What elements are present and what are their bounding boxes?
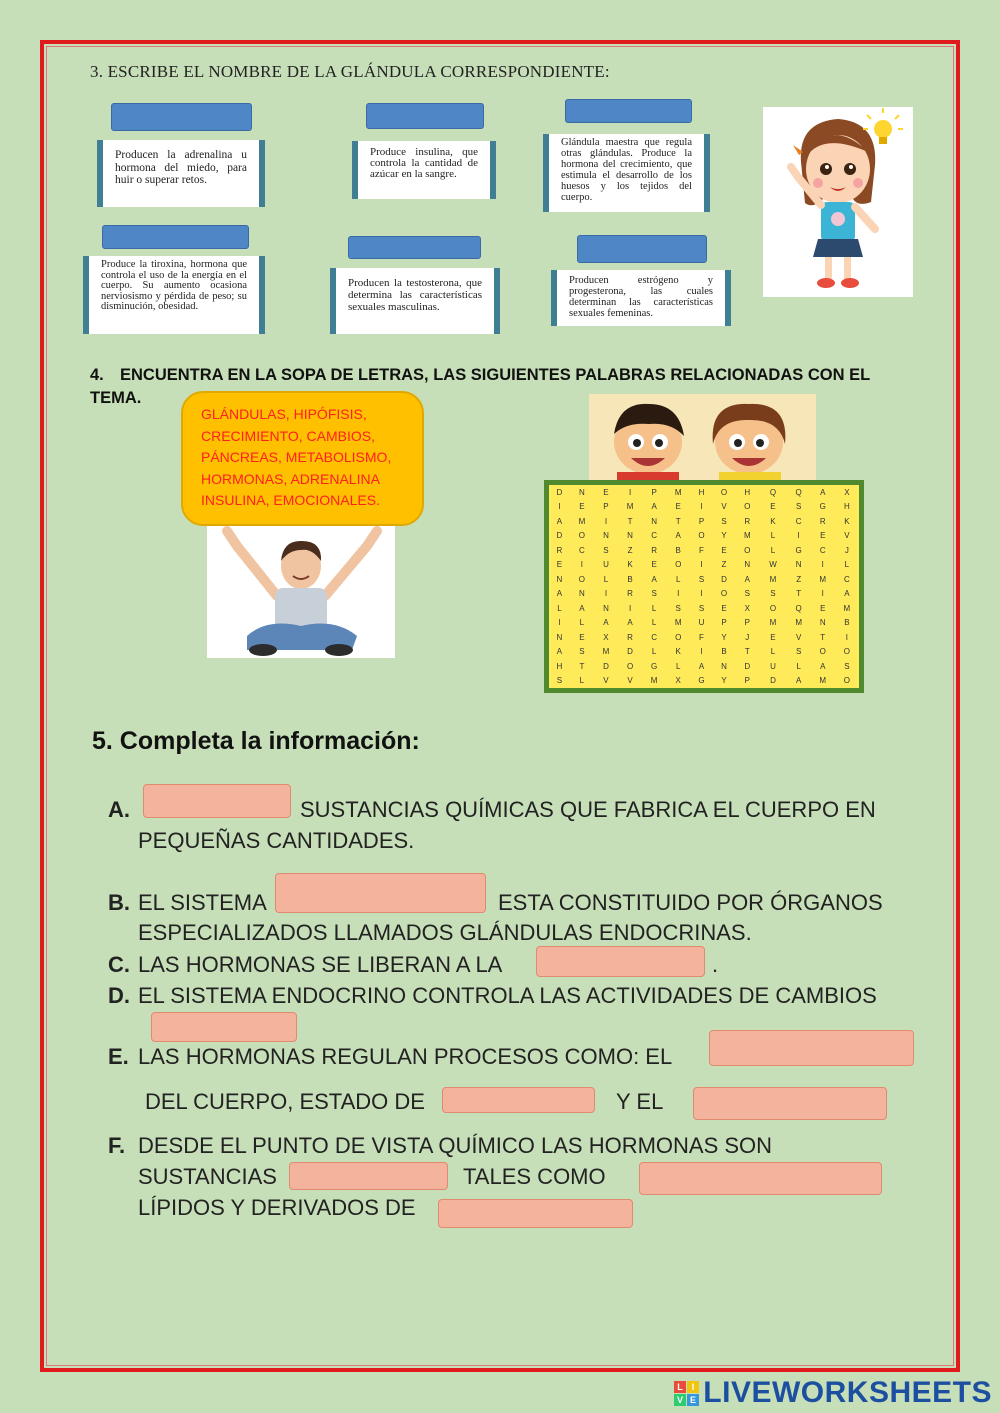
word-search-cell[interactable]: V [603,676,609,686]
word-search-cell[interactable]: D [556,531,563,541]
word-search-cell[interactable]: M [650,676,658,686]
word-search-cell[interactable]: H [844,502,850,512]
word-search-cell[interactable]: L [675,574,681,584]
section5-title: 5. Completa la información: [92,727,420,755]
answer-f1-input[interactable] [289,1162,448,1190]
word-search-cell[interactable]: P [744,618,750,628]
word-search-cell[interactable]: I [700,589,703,599]
word-search-cell[interactable]: P [603,502,609,512]
word-search-cell[interactable]: E [820,531,826,541]
gland-card-4: Produce la tiroxina, hormona que controla el uso de la energía en el cuerpo. Su aumento ocasiona nerviosismo y pérdida de peso; su disminución, obesidad. [83,256,265,334]
answer-f2-input[interactable] [639,1162,882,1195]
word-search-cell[interactable]: J [745,632,750,642]
word-search-cell[interactable]: S [721,516,727,526]
logo-letter: L [674,1381,686,1393]
item-b-pre: EL SISTEMA [138,890,267,915]
word-search-cell[interactable]: Q [795,487,802,497]
word-search-cell[interactable]: R [651,545,658,555]
word-search-cell[interactable]: S [556,676,563,686]
word-search-row [549,601,859,616]
answer-d-input[interactable] [151,1012,297,1042]
gland-answer-4[interactable] [102,225,249,249]
word-search-cell[interactable]: I [797,531,800,541]
answer-e2-input[interactable] [442,1087,595,1113]
gland-answer-3[interactable] [565,99,692,123]
word-search-cell[interactable]: N [603,531,609,541]
word-search-cell[interactable]: G [819,502,826,512]
word-bank [181,391,424,526]
word-search-cell[interactable]: F [699,545,704,555]
item-d-text: EL SISTEMA ENDOCRINO CONTROLA LAS ACTIVIDADES DE CAMBIOS [138,983,877,1008]
word-search-cell[interactable]: N [795,560,802,570]
word-search-cell[interactable]: N [819,618,826,628]
word-search-cell[interactable]: T [744,647,750,657]
word-search-cell[interactable]: A [675,531,681,541]
word-search-cell[interactable]: X [844,487,850,497]
word-search-cell[interactable]: N [744,560,751,570]
word-search-cell[interactable]: M [819,676,827,686]
word-search-cell[interactable]: I [558,618,561,628]
word-search-cell[interactable]: H [556,661,563,671]
word-search-cell[interactable]: I [700,560,703,570]
word-search-cell[interactable]: I [821,589,824,599]
word-search-cell[interactable]: D [556,487,563,497]
word-search-cell[interactable]: K [770,516,776,526]
word-search-cell[interactable]: S [744,589,750,599]
word-search-cell[interactable]: B [844,618,850,628]
word-search-cell[interactable]: A [820,487,826,497]
word-search-cell[interactable]: L [579,618,585,628]
word-search-cell[interactable]: M [743,531,751,541]
word-search-cell[interactable]: G [795,545,802,555]
liveworksheets-logo [674,1376,992,1410]
word-search-cell[interactable]: D [721,574,727,584]
answer-a-input[interactable] [143,784,291,818]
logo-letter: V [674,1394,686,1406]
kids-illustration [589,394,816,484]
word-search-cell[interactable]: P [744,676,750,686]
item-f-text3: LÍPIDOS Y DERIVADOS DE [138,1195,416,1220]
word-search-cell[interactable]: K [844,516,850,526]
word-search-cell[interactable]: I [700,647,703,657]
word-search-cell[interactable]: A [603,618,609,628]
word-search-row [549,674,859,689]
word-search-cell[interactable]: A [556,516,563,526]
word-search-cell[interactable]: U [770,661,776,671]
word-search-cell[interactable]: E [820,603,826,613]
word-search-cell[interactable]: O [675,560,682,570]
word-search-cell[interactable]: A [698,661,705,671]
word-search-cell[interactable]: O [720,589,728,599]
word-search-cell[interactable]: V [844,531,850,541]
word-search-cell[interactable]: C [819,545,826,555]
word-search-cell[interactable]: C [579,545,585,555]
word-search-cell[interactable]: A [651,574,657,584]
answer-b-input[interactable] [275,873,486,913]
word-search-cell[interactable]: M [674,618,682,628]
word-search-cell[interactable]: I [604,589,608,599]
answer-e1-input[interactable] [709,1030,914,1066]
word-search-cell[interactable]: I [604,516,608,526]
word-search-cell[interactable]: M [626,502,634,512]
word-search-cell[interactable]: O [769,603,777,613]
word-search-cell[interactable]: M [674,487,682,497]
word-search-cell[interactable]: N [721,661,727,671]
word-search-cell[interactable]: V [721,502,727,512]
word-search-cell[interactable]: V [795,632,802,642]
item-a-text2: PEQUEÑAS CANTIDADES. [138,828,415,853]
item-f-text2b: TALES COMO [463,1164,606,1189]
word-search-cell[interactable]: L [675,661,681,671]
word-search-cell[interactable]: I [580,560,584,570]
word-search-row [549,529,859,544]
word-search-cell[interactable]: O [744,502,751,512]
word-search-cell[interactable]: L [770,531,776,541]
word-search-cell[interactable]: E [721,545,727,555]
word-search-cell[interactable]: A [579,603,585,613]
word-search-cell[interactable]: Q [769,487,777,497]
word-search-row [549,630,859,645]
word-search-cell[interactable]: M [843,603,851,613]
word-search-cell[interactable]: T [820,632,826,642]
word-search-cell[interactable]: R [627,632,633,642]
gland-answer-6[interactable] [577,235,707,263]
logo-mark-icon [674,1381,699,1406]
word-search-cell[interactable]: I [628,487,632,497]
word-search-cell[interactable]: L [603,574,609,584]
item-c-pre: LAS HORMONAS SE LIBERAN A LA [138,952,503,977]
word-search-cell[interactable]: A [744,574,750,584]
item-b-text2: ESPECIALIZADOS LLAMADOS GLÁNDULAS ENDOCRINAS. [138,920,752,945]
word-search-row [549,572,859,587]
word-search-cell[interactable]: S [698,603,705,613]
word-search-cell[interactable]: M [602,647,610,657]
item-f-text1: DESDE EL PUNTO DE VISTA QUÍMICO LAS HORMONAS SON [138,1133,773,1158]
word-search-cell[interactable]: N [579,487,585,497]
word-search-cell[interactable]: R [744,516,751,526]
word-search-cell[interactable]: E [651,560,657,570]
word-search-cell[interactable]: H [698,487,705,497]
word-search-cell[interactable]: M [769,574,777,584]
word-search-row [549,500,859,515]
word-search-cell[interactable]: D [627,647,633,657]
word-search-cell[interactable]: I [700,502,703,512]
word-search-cell[interactable]: X [603,632,609,642]
gland-answer-1[interactable] [111,103,252,131]
word-search-cell[interactable]: N [603,603,609,613]
word-search-cell[interactable]: L [770,545,776,555]
item-a-letter: A. [108,797,130,822]
word-search-cell[interactable]: Y [721,676,727,686]
word-search-cell[interactable]: E [721,603,727,613]
word-search-cell[interactable]: T [579,661,585,671]
word-search-cell[interactable]: N [627,531,633,541]
word-search-cell[interactable]: Z [796,574,802,584]
word-search-cell[interactable]: S [579,647,585,657]
word-search-cell[interactable]: A [627,618,633,628]
word-search-row [549,587,859,602]
word-bank-line: CRECIMIENTO, CAMBIOS, [201,427,375,444]
word-search-cell[interactable]: T [675,516,681,526]
word-search-cell[interactable]: X [744,603,750,613]
item-b-post: ESTA CONSTITUIDO POR ÓRGANOS [498,890,883,915]
word-search-cell[interactable]: G [651,661,658,671]
word-search-row [549,616,859,631]
word-search-cell[interactable]: C [651,531,658,541]
word-search-cell[interactable]: C [844,574,850,584]
word-search-cell[interactable]: I [628,603,632,613]
word-search-grid[interactable] [544,480,864,693]
item-d-letter: D. [108,983,130,1008]
word-search-cell[interactable]: M [795,618,802,628]
word-search-row [549,558,859,573]
word-search-cell[interactable]: F [699,632,704,642]
word-search-cell[interactable]: Q [795,603,802,613]
word-search-cell[interactable]: J [844,545,849,555]
girl-illustration [763,107,913,297]
word-search-cell[interactable]: E [579,632,585,642]
word-search-cell[interactable]: S [651,589,657,599]
word-search-cell[interactable]: O [744,545,751,555]
item-b-letter: B. [108,890,130,915]
word-search-cell[interactable]: L [844,560,850,570]
word-search-row [549,543,859,558]
word-search-cell[interactable]: O [819,647,826,657]
word-search-cell[interactable]: L [651,603,657,613]
word-search-cell[interactable]: N [556,574,563,584]
word-search-cell[interactable]: S [603,545,609,555]
word-search-row [549,645,859,660]
gland-answer-5[interactable] [348,236,481,259]
word-bank-line: GLÁNDULAS, HIPÓFISIS, [201,406,367,422]
word-search-cell[interactable]: I [677,589,680,599]
word-search-row [549,514,859,529]
word-search-cell[interactable]: O [720,487,728,497]
word-bank-line: INSULINA, EMOCIONALES. [201,492,380,508]
logo-text: LIVEWORKSHEETS [703,1376,992,1409]
word-search-cell[interactable]: L [796,661,801,671]
logo-letter: E [687,1394,699,1406]
word-search-cell[interactable]: S [770,589,776,599]
word-search-cell[interactable]: O [578,531,586,541]
word-search-cell[interactable]: E [556,560,563,570]
answer-f3-input[interactable] [438,1199,633,1228]
word-search-cell[interactable]: U [698,618,705,628]
word-search-cell[interactable]: Y [721,632,727,642]
word-search-cell[interactable]: D [603,661,609,671]
word-search-cell[interactable]: N [579,589,585,599]
word-search-cell[interactable]: E [770,632,776,642]
gland-card-5: Producen la testosterona, que determina las características sexuales masculinas. [330,268,500,334]
item-e-letter: E. [108,1044,129,1069]
word-search-cell[interactable]: P [721,618,727,628]
word-search-cell[interactable]: I [558,502,561,512]
word-search-cell[interactable]: G [698,676,705,686]
answer-e3-input[interactable] [693,1087,887,1120]
word-search-cell[interactable]: U [603,560,609,570]
word-search-cell[interactable]: C [651,632,658,642]
word-search-cell[interactable]: O [843,676,850,686]
word-search-cell[interactable]: M [819,574,827,584]
word-search-cell[interactable]: R [819,516,826,526]
section4-title-text: ENCUENTRA EN LA SOPA DE LETRAS, LAS SIGUIENTES PALABRAS RELACIONADAS CON EL TEMA. [90,366,870,407]
word-search-cell[interactable]: A [556,589,563,599]
word-search-cell[interactable]: V [627,676,633,686]
section4-number: 4. [90,366,104,384]
word-search-cell[interactable]: E [770,502,776,512]
answer-c-input[interactable] [536,946,705,977]
item-c-letter: C. [108,952,130,977]
word-search-cell[interactable]: I [845,632,848,642]
word-search-cell[interactable]: A [820,661,826,671]
word-search-cell[interactable]: O [698,531,705,541]
word-search-cell[interactable]: E [579,502,585,512]
item-f-text2a: SUSTANCIAS [138,1164,277,1189]
word-search-cell[interactable]: R [627,589,633,599]
word-search-cell[interactable]: P [698,516,705,526]
word-search-cell[interactable]: B [721,647,727,657]
section3-title: 3. ESCRIBE EL NOMBRE DE LA GLÁNDULA CORRESPONDIENTE: [90,62,610,81]
word-search-cell[interactable]: K [627,560,633,570]
word-search-cell[interactable]: T [796,589,802,599]
word-search-cell[interactable]: Z [627,545,633,555]
word-search-cell[interactable]: L [557,603,562,613]
word-search-cell[interactable]: W [769,560,777,570]
word-search-cell[interactable]: S [844,661,850,671]
gland-card-2: Produce insulina, que controla la cantidad de azúcar en la sangre. [352,141,496,199]
word-search-cell[interactable]: T [627,516,633,526]
word-bank-line: HORMONAS, ADRENALINA [201,470,380,487]
word-search-cell[interactable]: L [770,647,776,657]
word-search-cell[interactable]: R [556,545,563,555]
word-search-cell[interactable]: Y [721,531,727,541]
word-search-cell[interactable]: O [843,647,850,657]
word-search-cell[interactable]: H [744,487,751,497]
word-search-cell[interactable]: D [744,661,751,671]
word-search-cell[interactable]: M [578,516,586,526]
gland-answer-2[interactable] [366,103,484,129]
word-search-cell[interactable]: N [556,632,563,642]
word-search-cell[interactable]: S [795,647,802,657]
word-search-cell[interactable]: O [578,574,586,584]
word-search-cell[interactable]: E [603,487,609,497]
word-search-cell[interactable]: S [675,603,681,613]
gland-card-3: Glándula maestra que regula otras glándulas. Produce la hormona del crecimiento, que estimula el desarrollo de los huesos y los tejidos del cuerpo. [543,134,710,212]
word-search-cell[interactable]: P [651,487,657,497]
word-search-cell[interactable]: O [675,632,682,642]
item-a-text1: SUSTANCIAS QUÍMICAS QUE FABRICA EL CUERPO EN [300,797,876,822]
word-search-cell[interactable]: I [821,560,824,570]
logo-letter: I [687,1381,699,1393]
item-c-post: . [712,952,719,977]
word-search-cell[interactable]: A [651,502,657,512]
word-search-cell[interactable]: S [698,574,705,584]
item-e-text2b: Y EL [616,1089,664,1114]
gland-card-1: Producen la adrenalina u hormona del miedo, para huir o superar retos. [97,140,265,207]
word-search-cell[interactable]: M [769,618,777,628]
word-search-cell[interactable]: Z [721,560,727,570]
word-search-cell[interactable]: S [795,502,802,512]
boy-illustration [207,526,395,658]
word-search-cell[interactable]: B [627,574,633,584]
item-f-letter: F. [108,1133,126,1158]
word-search-cell[interactable]: B [675,545,681,555]
word-search-cell[interactable]: K [675,647,681,657]
gland-card-6: Producen estrógeno y progesterona, las cuales determinan las características sexuales femeninas. [551,270,731,326]
word-search-cell[interactable]: A [844,589,850,599]
word-search-cell[interactable]: X [675,676,681,686]
word-search-table [549,485,859,688]
word-search-row [549,485,859,500]
word-search-cell[interactable]: O [626,661,634,671]
word-search-cell[interactable]: N [651,516,658,526]
word-search-cell[interactable]: D [770,676,776,686]
item-e-text2a: DEL CUERPO, ESTADO DE [145,1089,425,1114]
word-search-cell[interactable]: A [556,647,563,657]
word-search-cell[interactable]: E [675,502,681,512]
item-e-text1: LAS HORMONAS REGULAN PROCESOS COMO: EL [138,1044,673,1069]
word-search-cell[interactable]: L [579,676,585,686]
word-search-cell[interactable]: L [651,647,657,657]
word-search-cell[interactable]: A [795,676,802,686]
word-search-cell[interactable]: L [651,618,657,628]
word-bank-line: PÁNCREAS, METABOLISMO, [201,449,392,465]
word-search-row [549,659,859,674]
word-search-cell[interactable]: C [795,516,802,526]
